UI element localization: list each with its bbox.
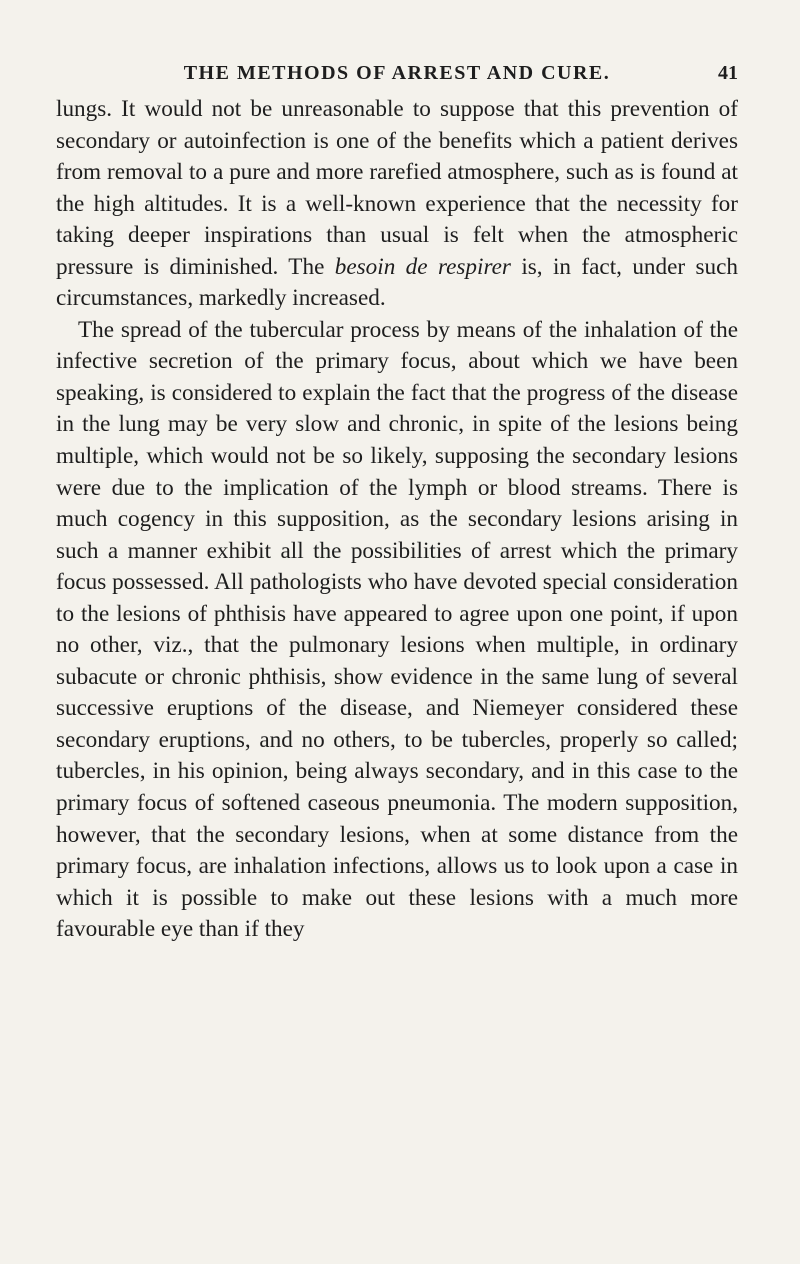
text-body xyxy=(56,94,738,946)
paragraph-1 xyxy=(56,94,738,315)
paragraph-1-text-a: lungs. It would not be unreasonable to suppose that this prevention of secondary or autoinfection is one of the benefits which a patient derives from removal to a pure and more rarefied atmosphere, such as is found at the high altitudes. It is a well-known experience that the necessity for taking deeper inspirations than usual is felt when the atmospheric pressure is diminished. The xyxy=(56,96,738,280)
running-title: THE METHODS OF ARREST AND CURE. xyxy=(183,62,611,84)
paragraph-1-italic-phrase: besoin de respirer xyxy=(334,253,511,280)
running-head xyxy=(56,62,738,92)
paragraph-1-text-b: is, in fact, under such circumstances, markedly increased. xyxy=(56,253,738,312)
page-number: 41 xyxy=(718,62,738,84)
paragraph-2: The spread of the tubercular process by means of the inhalation of the infective secretion of the primary focus, about which we have been speaking, is considered to explain the fact that the progress of the disease in the lung may be very slow and chronic, in spite of the lesions being multiple, which would not be so likely, supposing the secondary lesions were due to the implication of the lymph or blood streams. There is much cogency in this supposition, as the secondary lesions arising in such a manner exhibit all the possibilities of arrest which the primary focus possessed. All pathologists who have devoted special consideration to the lesions of phthisis have appeared to agree upon one point, if upon no other, viz., that the pulmonary lesions when multiple, in ordinary subacute or chronic phthisis, show evidence in the same lung of several successive eruptions of the disease, and Niemeyer considered these secondary eruptions, and no others, to be tubercles, properly so called; tubercles, in his opinion, being always secondary, and in this case to the primary focus of softened caseous pneumonia. The modern supposition, however, that the secondary lesions, when at some distance from the primary focus, are inhalation infections, allows us to look upon a case in which it is possible to make out these lesions with a much more favourable eye than if they xyxy=(56,316,738,943)
